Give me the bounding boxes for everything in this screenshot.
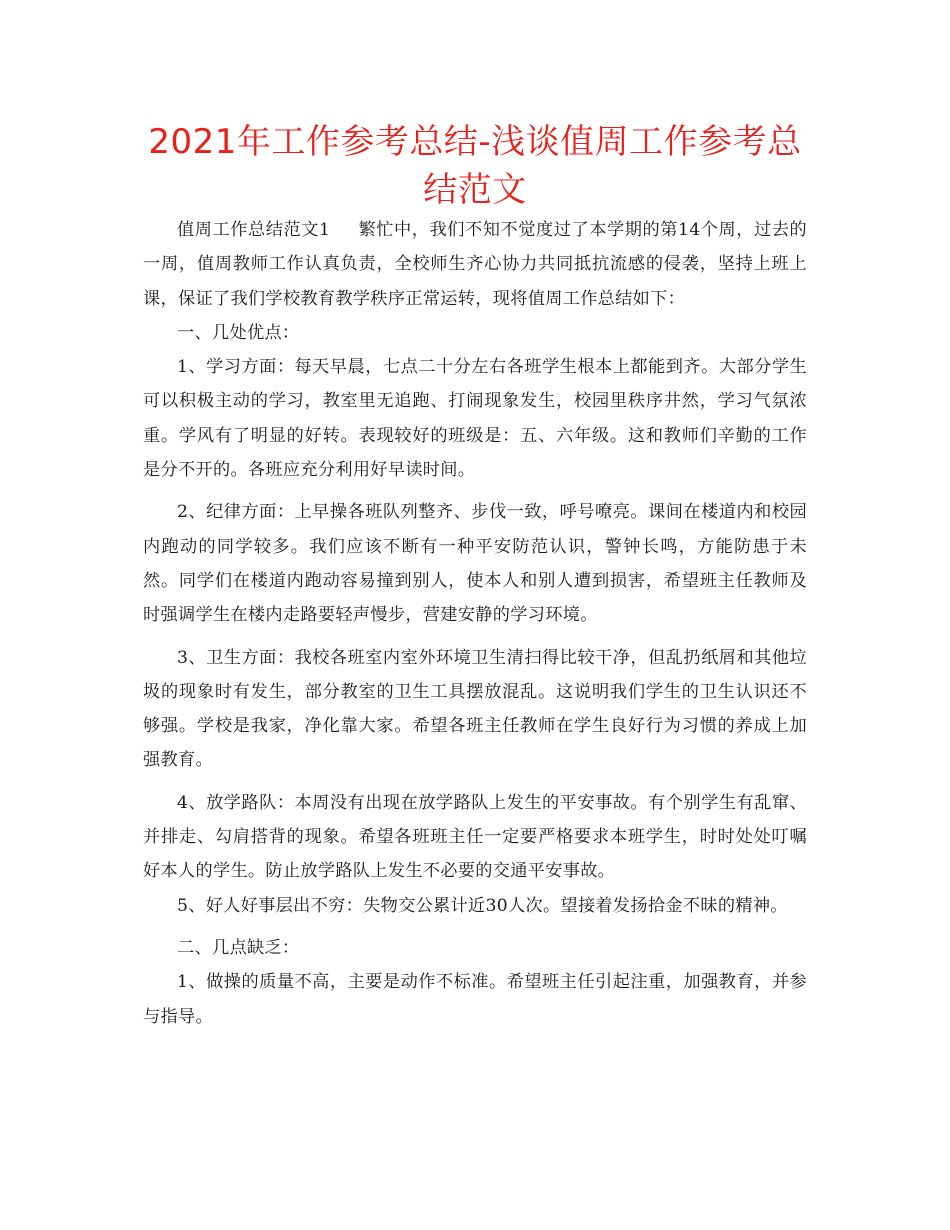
paragraph-study: 1、学习方面：每天早晨，七点二十分左右各班学生根本上都能到齐。大部分学生可以积极主动的学习，教室里无追跑、打闹现象发生，校园里秩序井然，学习气氛浓重。学风有了明显的好转。表现较好的班级是：五、六年级。这和教师们辛勤的工作是分不开的。各班应充分利用好早读时间。 (143, 357, 807, 481)
paragraph-exercise-quality: 1、做操的质量不高，主要是动作不标准。希望班主任引起注重，加强教育，并参与指导。 (143, 972, 807, 1027)
paragraph-good-deeds: 5、好人好事层出不穷：失物交公累计近30人次。望接着发扬拾金不昧的精神。 (177, 895, 788, 916)
paragraph-hygiene: 3、卫生方面：我校各班室内室外环境卫生清扫得比较干净，但乱扔纸屑和其他垃圾的现象时有发生，部分教室的卫生工具摆放混乱。这说明我们学生的卫生认识还不够强。学校是我家，净化靠大家。希望各班主任教师在学生良好行为习惯的养成上加强教育。 (143, 647, 807, 771)
intro-paragraph (143, 213, 807, 316)
section-heading-advantages: 一、几处优点： (177, 322, 300, 343)
paragraph-discipline: 2、纪律方面：上早操各班队列整齐、步伐一致，呼号嘹亮。课间在楼道内和校园内跑动的同学较多。我们应该不断有一种平安防范认识，警钟长鸣，方能防患于未然。同学们在楼道内跑动容易撞到别人，使本人和别人遭到损害，希望班主任教师及时强调学生在楼内走路要轻声慢步，营建安静的学习环境。 (143, 502, 807, 626)
document-body (143, 213, 807, 1034)
intro-label: 值周工作总结范文1 (177, 220, 331, 240)
intro-text: 繁忙中，我们不知不觉度过了本学期的第14个周，过去的一周，值周教师工作认真负责，全校师生齐心协力共同抵抗流感的侵袭，坚持上班上课，保证了我们学校教育教学秩序正常运转，现将值周工作总结如下： (143, 220, 807, 309)
document-title: 2021年工作参考总结-浅谈值周工作参考总结范文 (148, 122, 802, 210)
paragraph-dismissal-queue: 4、放学路队：本周没有出现在放学路队上发生的平安事故。有个别学生有乱窜、并排走、勾肩搭背的现象。希望各班班主任一定要严格要求本班学生，时时处处叮嘱好本人的学生。防止放学路队上发生不必要的交通平安事故。 (143, 792, 807, 882)
section-heading-shortcomings: 二、几点缺乏： (177, 937, 300, 958)
